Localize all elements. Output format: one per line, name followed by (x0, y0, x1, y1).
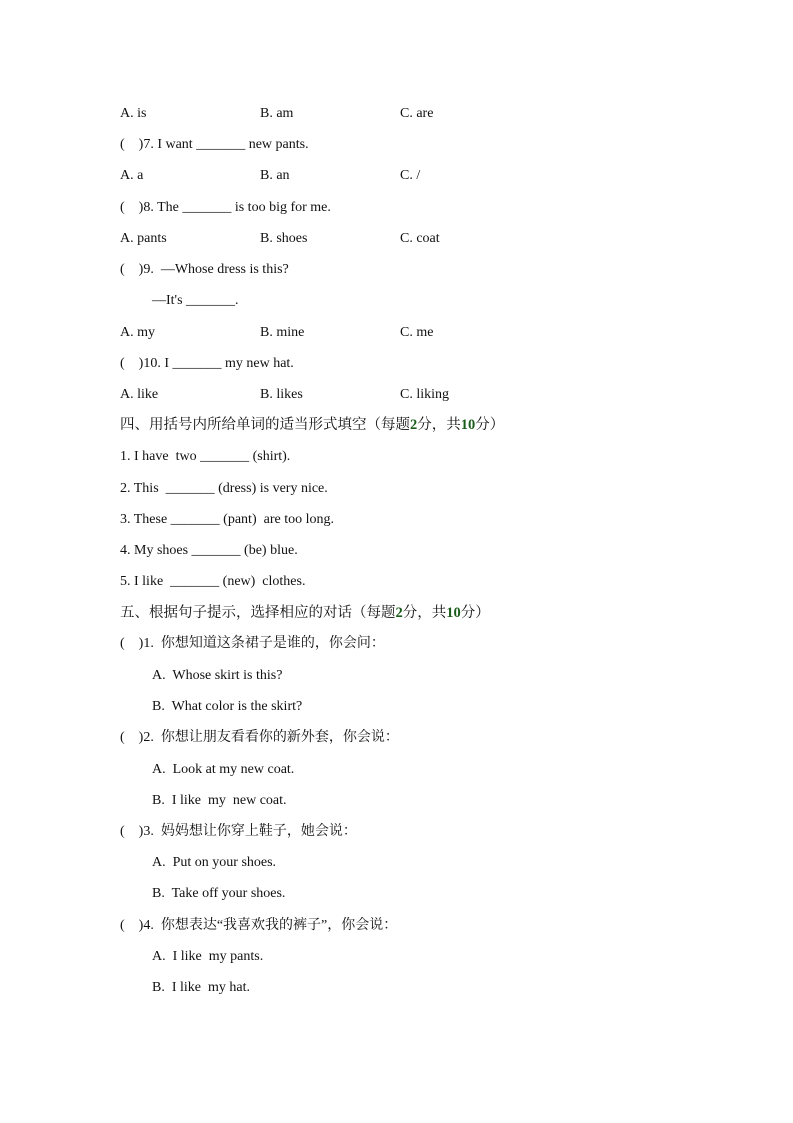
q9-option-b: B. mine (260, 325, 305, 340)
q8-option-c: C. coat (400, 231, 440, 246)
q9-option-a: A. my (120, 325, 155, 340)
section4-item-4: 4. My shoes _______ (be) blue. (120, 543, 298, 558)
q6-option-a: A. is (120, 106, 147, 121)
section5-q1-prompt: ( )1. 你想知道这条裙子是谁的，你会问： (120, 636, 385, 651)
section5-q3-option-b: B. Take off your shoes. (152, 886, 286, 901)
section5-points: 2 (395, 605, 403, 621)
section4-total: 10 (460, 417, 476, 433)
section4-item-3: 3. These _______ (pant) are too long. (120, 512, 334, 527)
section4-heading-pre: 四、用括号内所给单词的适当形式填空（每题 (120, 417, 410, 433)
q8-option-b: B. shoes (260, 231, 308, 246)
section4-heading (120, 416, 504, 434)
q6-option-c: C. are (400, 106, 434, 121)
q9-question: ( )9. —Whose dress is this? (120, 262, 289, 277)
q7-question: ( )7. I want _______ new pants. (120, 137, 309, 152)
q10-option-c: C. liking (400, 387, 450, 402)
section5-q4-option-a: A. I like my pants. (152, 949, 264, 964)
section5-q2-option-b: B. I like my new coat. (152, 793, 287, 808)
section4-item-1: 1. I have two _______ (shirt). (120, 449, 291, 464)
section5-q1-option-a: A. Whose skirt is this? (152, 668, 283, 683)
section5-heading-pre: 五、根据句子提示，选择相应的对话（每题 (120, 605, 396, 621)
section4-heading-post: 分） (475, 417, 505, 433)
q6-option-b: B. am (260, 106, 294, 121)
q7-option-b: B. an (260, 168, 290, 183)
section4-item-2: 2. This _______ (dress) is very nice. (120, 481, 328, 496)
section5-heading (120, 604, 490, 622)
q9-option-c: C. me (400, 325, 434, 340)
section5-total: 10 (446, 605, 461, 621)
section5-heading-mid: 分，共 (402, 605, 447, 621)
q7-option-c: C. / (400, 168, 421, 183)
section5-q3-prompt: ( )3. 妈妈想让你穿上鞋子，她会说： (120, 824, 357, 839)
section5-q2-option-a: A. Look at my new coat. (152, 762, 295, 777)
q10-option-a: A. like (120, 387, 159, 402)
section4-heading-mid: 分，共 (417, 417, 461, 433)
q8-option-a: A. pants (120, 231, 167, 246)
section5-q3-option-a: A. Put on your shoes. (152, 855, 277, 870)
q8-question: ( )8. The _______ is too big for me. (120, 200, 331, 215)
q7-option-a: A. a (120, 168, 144, 183)
section4-item-5: 5. I like _______ (new) clothes. (120, 574, 306, 589)
section5-q4-option-b: B. I like my hat. (152, 980, 250, 995)
section5-q1-option-b: B. What color is the skirt? (152, 699, 303, 714)
section4-points: 2 (410, 417, 418, 433)
q10-question: ( )10. I _______ my new hat. (120, 356, 294, 371)
section5-q4-prompt: ( )4. 你想表达“我喜欢我的裤子”，你会说： (120, 918, 398, 933)
q9-answer-line: —It's _______. (152, 293, 239, 308)
q10-option-b: B. likes (260, 387, 303, 402)
section5-heading-post: 分） (460, 605, 490, 621)
section5-q2-prompt: ( )2. 你想让朋友看看你的新外套，你会说： (120, 730, 399, 745)
